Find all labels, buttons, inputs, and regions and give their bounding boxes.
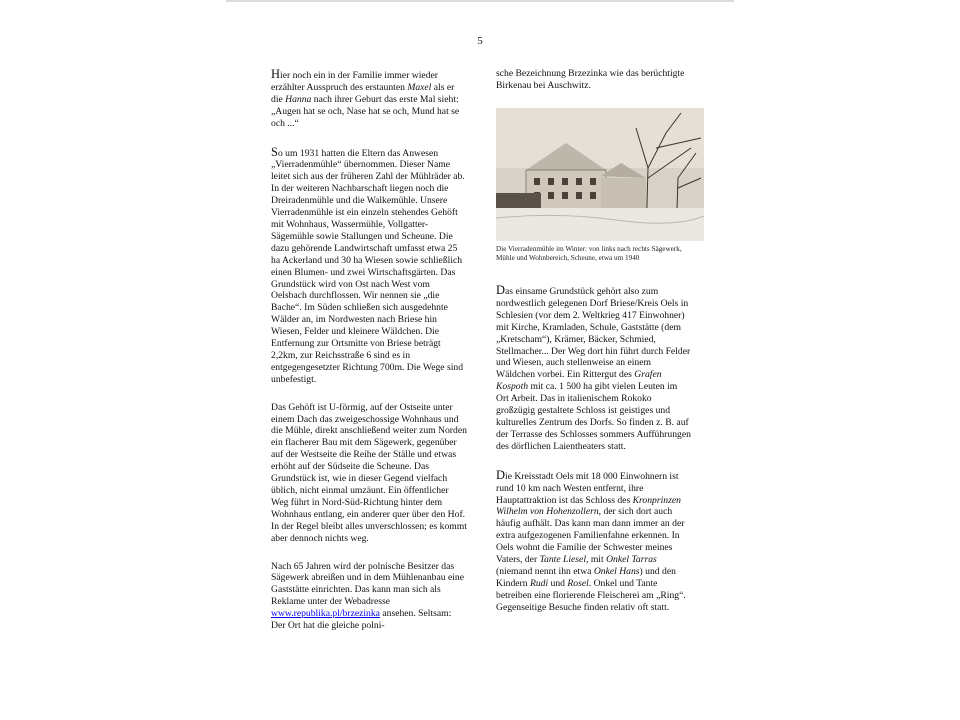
paragraph-polnischer-besitzer: Nach 65 Jahren wird der polnische Besitzer das Sägewerk abreißen und in dem Mühlenanbau eine Gaststätte einrichten. Das kann man sich als Reklame unter der Webadresse www.republika.pl/brzezinka ansehen. Seltsam: Der Ort hat die gleiche polni- [271, 560, 464, 632]
mill-photo [496, 108, 704, 241]
name-rudi: Rudi [529, 577, 549, 589]
paragraph-briese: Das einsame Grundstück gehört also zum nordwestlich gelegenen Dorf Briese/Kreis Oels in Schlesien (vor dem 2. Weltkrieg 417 Einwohner) mit Kirche, Kramladen, Schule, Gaststätte (dem „Kretscham“), Krämer, Bäcker, Schmied, Stellmacher... Der Weg dort hin führt durch Felder und Wiesen, auch stellenweise an einem Wäldchen vorbei. Ein Rittergut des Grafen Kospoth mit ca. 1 500 ha gibt vielen Leuten im Ort Arbeit. Das in italienischem Rokoko großzügig gestaltete Schloss ist geistiges und kulturelles Zentrum des Dorfs. So finden z. B. auf der Terrasse des Schlosses sommers Aufführungen des dörflichen Laientheaters statt. [496, 283, 691, 452]
name-kronprinz: Kronprinzen Wilhelm von Hohenzollern [496, 494, 681, 518]
photo-caption: Die Vierradenmühle im Winter: von links nach rechts Sägewerk, Mühle und Wohnbereich, Scheune, etwa um 1940 [496, 244, 682, 263]
left-column [271, 68, 467, 648]
paragraph-quote: Hier noch ein in der Familie immer wieder erzählter Ausspruch des erstaunten Maxel als er die Hanna nach ihrer Geburt das erste Mal sieht: „Augen hat se och, Nase hat se och, Mund hat se och ...“ [271, 67, 460, 129]
right-column [496, 68, 692, 630]
paragraph-brzezinka: sche Bezeichnung Brzezinka wie das berüchtigte Birkenau bei Auschwitz. [496, 68, 685, 91]
paragraph-gehoeft: Das Gehöft ist U-förmig, auf der Ostseite unter einem Dach das zweigeschossige Wohnhaus und die Mühle, direkt anschließend weiter zum Norden ein flacherer Bau mit dem Sägewerk, gegenüber auf der Westseite die Reihe der Ställe und etwas erhöht auf der Südseite die Scheune. Das Grundstück ist, wie in dieser Gegend vielfach üblich, nicht einmal umzäunt. Ein öffentlicher Weg führt in Nord-Süd-Richtung hinter dem Wohnhaus entlang, ein anderer quer über den Hof. In der Regel bleibt alles unverschlossen; es kommt aber dennoch nichts weg. [271, 401, 467, 544]
name-graf-kospoth: Grafen Kospoth [496, 369, 662, 393]
name-onkel-tarras: Onkel Tarras [606, 554, 657, 566]
name-tante-liesel: Tante Liesel [539, 554, 586, 566]
name-hanna: Hanna [285, 93, 312, 105]
name-maxel: Maxel [407, 81, 432, 93]
paragraph-oels: Die Kreisstadt Oels mit 18 000 Einwohnern ist rund 10 km nach Westen entfernt, ihre Hauptattraktion ist das Schloss des Kronprinzen Wilhelm von Hohenzollern, der sich dort auch häufig aufhält. Das kann man dann immer an der extra aufgezogenen Familienfahne erkennen. In Oels wohnt die Familie der Schwester meines Vaters, der Tante Liesel, mit Onkel Tarras (niemand nennt ihn etwa Onkel Hans) und den Kindern Rudi und Rosel. Onkel und Tante betreiben eine florierende Fleischerei am „Ring“. Gegenseitige Besuche finden relativ oft statt. [496, 467, 686, 613]
name-onkel-hans: Onkel Hans [593, 565, 640, 577]
drop-letter: D [496, 283, 506, 297]
drop-letter: H [271, 67, 281, 81]
drop-letter: D [496, 467, 506, 482]
drop-letter: S [271, 144, 278, 159]
name-rosel: Rosel [567, 577, 589, 589]
paragraph-vierradenmuehle: So um 1931 hatten die Eltern das Anwesen „Vierradenmühle“ übernommen. Dieser Name leitet sich aus der früheren Zahl der Mühlräder ab. In der weiteren Nachbarschaft liegen noch die Dreiradenmühle und die Walkemühle. Unsere Vierradenmühle ist ein einzeln stehendes Gehöft mit Wohnhaus, Wassermühle, Vollgatter-Sägemühle sowie Stallungen und Scheune. Die dazu gehörende Landwirtschaft umfasst etwa 25 ha Ackerland und 30 ha Wiesen sowie schließlich einen Blumen- und zwei Wirtschaftsgärten. Das Grundstück wird von Ost nach West vom Oelsbach durchflossen. Wir nennen sie „die Bache“. Im Süden schließen sich ausgedehnte Wälder an, im Nordwesten nach Briese hin Wiesen, Felder und kleinere Wäldchen. Die Entfernung zur Ortsmitte von Briese beträgt 2,2km, zur Reichsstraße 6 sind es in entgegengesetzter Richtung 700m. Die Wege sind unbefestigt. [271, 144, 465, 385]
top-rule [226, 0, 734, 2]
page-number: 5 [477, 35, 483, 47]
web-link[interactable]: www.republika.pl/brzezinka [271, 608, 380, 620]
